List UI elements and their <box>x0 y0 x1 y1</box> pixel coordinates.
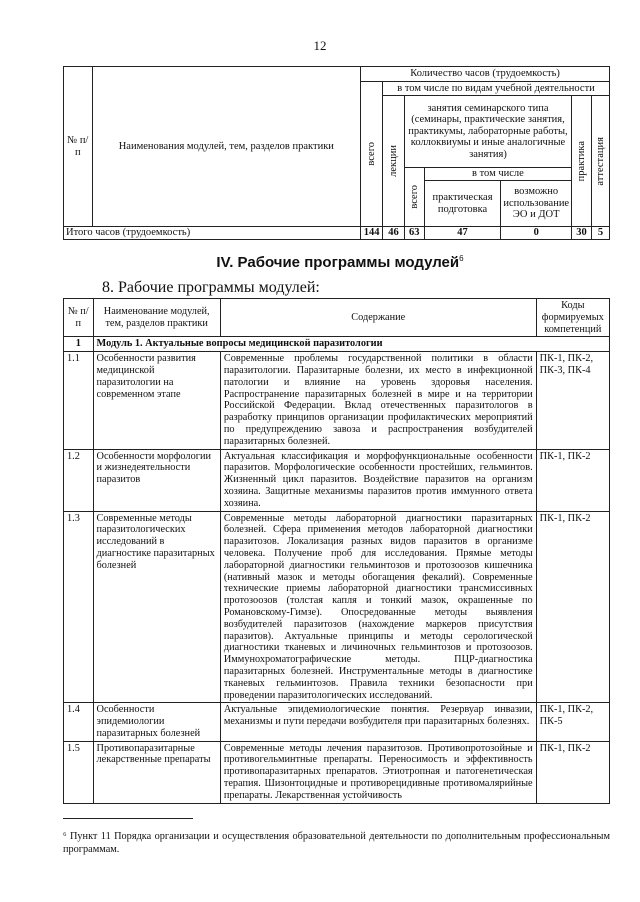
total-cell: 0 <box>501 227 572 240</box>
col-name-header: Наименования модулей, тем, разделов практики <box>92 67 361 227</box>
row-content: Современные методы лечения паразитозов. Противопротозойные и противогельминтные препараты. Переносимость и эффективность противопаразитарных препаратов. Этиотропная и патогенетическая терапия. Шизонтоцидные и противорецидивные противомалярийные препараты. Лекарственная устойчивость <box>220 741 536 803</box>
table-row <box>64 741 610 803</box>
page-number: 12 <box>313 38 327 53</box>
total-row <box>64 227 610 240</box>
col-name-header: Наименование модулей, тем, разделов практики <box>93 299 220 337</box>
col-codes-header: Коды формируемых компетенций <box>536 299 609 337</box>
row-content: Актуальные эпидемиологические понятия. Резервуар инвазии, механизмы и пути передачи возбудителя при паразитарных болезнях. <box>220 703 536 741</box>
total-label: Итого часов (трудоемкость) <box>64 227 361 240</box>
total-cell: 30 <box>572 227 592 240</box>
col-eo-dot-header: возможно использование ЭО и ДОТ <box>501 181 572 227</box>
row-codes: ПК-1, ПК-2, ПК-5 <box>536 703 609 741</box>
total-cell: 5 <box>591 227 609 240</box>
section-heading-8: 8. Рабочие программы модулей: <box>102 279 320 296</box>
col-seminar-header: занятия семинарского типа (семинары, практические занятия, практикумы, лабораторные работы, коллоквиумы и иные аналогичные занятия) <box>404 96 571 168</box>
row-codes: ПК-1, ПК-2, ПК-3, ПК-4 <box>536 352 609 449</box>
col-practice-header: практика <box>572 96 592 227</box>
row-codes: ПК-1, ПК-2 <box>536 449 609 511</box>
row-num: 1.3 <box>64 511 94 703</box>
total-cell: 47 <box>424 227 501 240</box>
row-num: 1.1 <box>64 352 94 449</box>
col-lectures-header: лекции <box>383 96 405 227</box>
section-heading-iv: IV. Рабочие программы модулей$^6$ <box>216 254 464 271</box>
col-num-header: № п/п <box>64 299 94 337</box>
module-num: 1 <box>64 337 94 352</box>
row-name: Современные методы паразитологических исследований в диагностике паразитарных болезней <box>93 511 220 703</box>
module-title: Модуль 1. Актуальные вопросы медицинской паразитологии <box>93 337 609 352</box>
col-vsego2-header: всего <box>404 168 424 227</box>
row-content: Актуальная классификация и морфофункциональные особенности паразитов. Морфологические особенности простейших, гельминтов. Жизненный цикл паразитов. Воздействие паразитов на организм хозяина. Защитные механизмы паразитов против иммунного ответа хозяина. <box>220 449 536 511</box>
total-cell: 63 <box>404 227 424 240</box>
col-incl2-header: в том числе <box>424 168 571 181</box>
table-row <box>64 511 610 703</box>
modules-table <box>63 298 610 804</box>
row-num: 1.2 <box>64 449 94 511</box>
footnote-ref: 6 <box>459 254 464 263</box>
row-name: Особенности морфологии и жизнедеятельности паразитов <box>93 449 220 511</box>
row-num: 1.5 <box>64 741 94 803</box>
table-row <box>64 449 610 511</box>
total-cell: 144 <box>361 227 383 240</box>
row-name: Особенности развития медицинской паразитологии на современном этапе <box>93 352 220 449</box>
footnote: ⁶ Пункт 11 Порядка организации и осуществления образовательной деятельности по дополнительным профессиональным программам. <box>63 831 610 855</box>
col-total-hours-header: Количество часов (трудоемкость) <box>361 67 610 82</box>
col-content-header: Содержание <box>220 299 536 337</box>
col-attestation-header: аттестация <box>591 96 609 227</box>
col-including-header: в том числе по видам учебной деятельности <box>383 82 610 96</box>
row-codes: ПК-1, ПК-2 <box>536 511 609 703</box>
row-codes: ПК-1, ПК-2 <box>536 741 609 803</box>
table-row <box>64 352 610 449</box>
total-cell: 46 <box>383 227 405 240</box>
module-row <box>64 337 610 352</box>
hours-table <box>63 66 610 240</box>
footnote-divider <box>63 818 193 819</box>
row-num: 1.4 <box>64 703 94 741</box>
col-practical-prep-header: практическая подготовка <box>424 181 501 227</box>
row-name: Противопаразитарные лекарственные препараты <box>93 741 220 803</box>
col-num-header: № п/п <box>64 67 93 227</box>
row-content: Современные методы лабораторной диагностики паразитарных болезней. Сфера применения методов лабораторной диагностики паразитозов. Локализация разных видов паразитов в организме человека. Получение проб для исследования. Прямые методы лабораторной диагностики гельминтозов и протозоозов кишечника (нативный мазок и методы обогащения фекалий). Современные технические приемы лабораторной диагностики трансмиссивных протозоозов (толстая капля и тонкий мазок, окрашенные по Романовскому-Гимзе). Опосредованные методы выявления возбудителей паразитозов (нахождение маркеров присутствия паразитов). Актуальные принципы и методы серологической диагностики тканевых и личиночных гельминтозов и протозоозов. Иммунохроматографические методы. ПЦР-диагностика паразитарных болезней. Инструментальные методы в диагностике тканевых гельминтозов. Правила техники безопасности при проведении паразитологических исследований. <box>220 511 536 703</box>
row-content: Современные проблемы государственной политики в области паразитологии. Паразитарные болезни, их место в инфекционной патологии и влияние на уровень здоровья населения. Распространение паразитарных болезней в мире и на территории Российской Федерации. Вклад отечественных паразитологов в разработку принципов организации профилактических мероприятий по предупреждению завоза и распространения возбудителей паразитарных болезней. <box>220 352 536 449</box>
col-vsego-header: всего <box>361 82 383 227</box>
row-name: Особенности эпидемиологии паразитарных болезней <box>93 703 220 741</box>
table-row <box>64 703 610 741</box>
